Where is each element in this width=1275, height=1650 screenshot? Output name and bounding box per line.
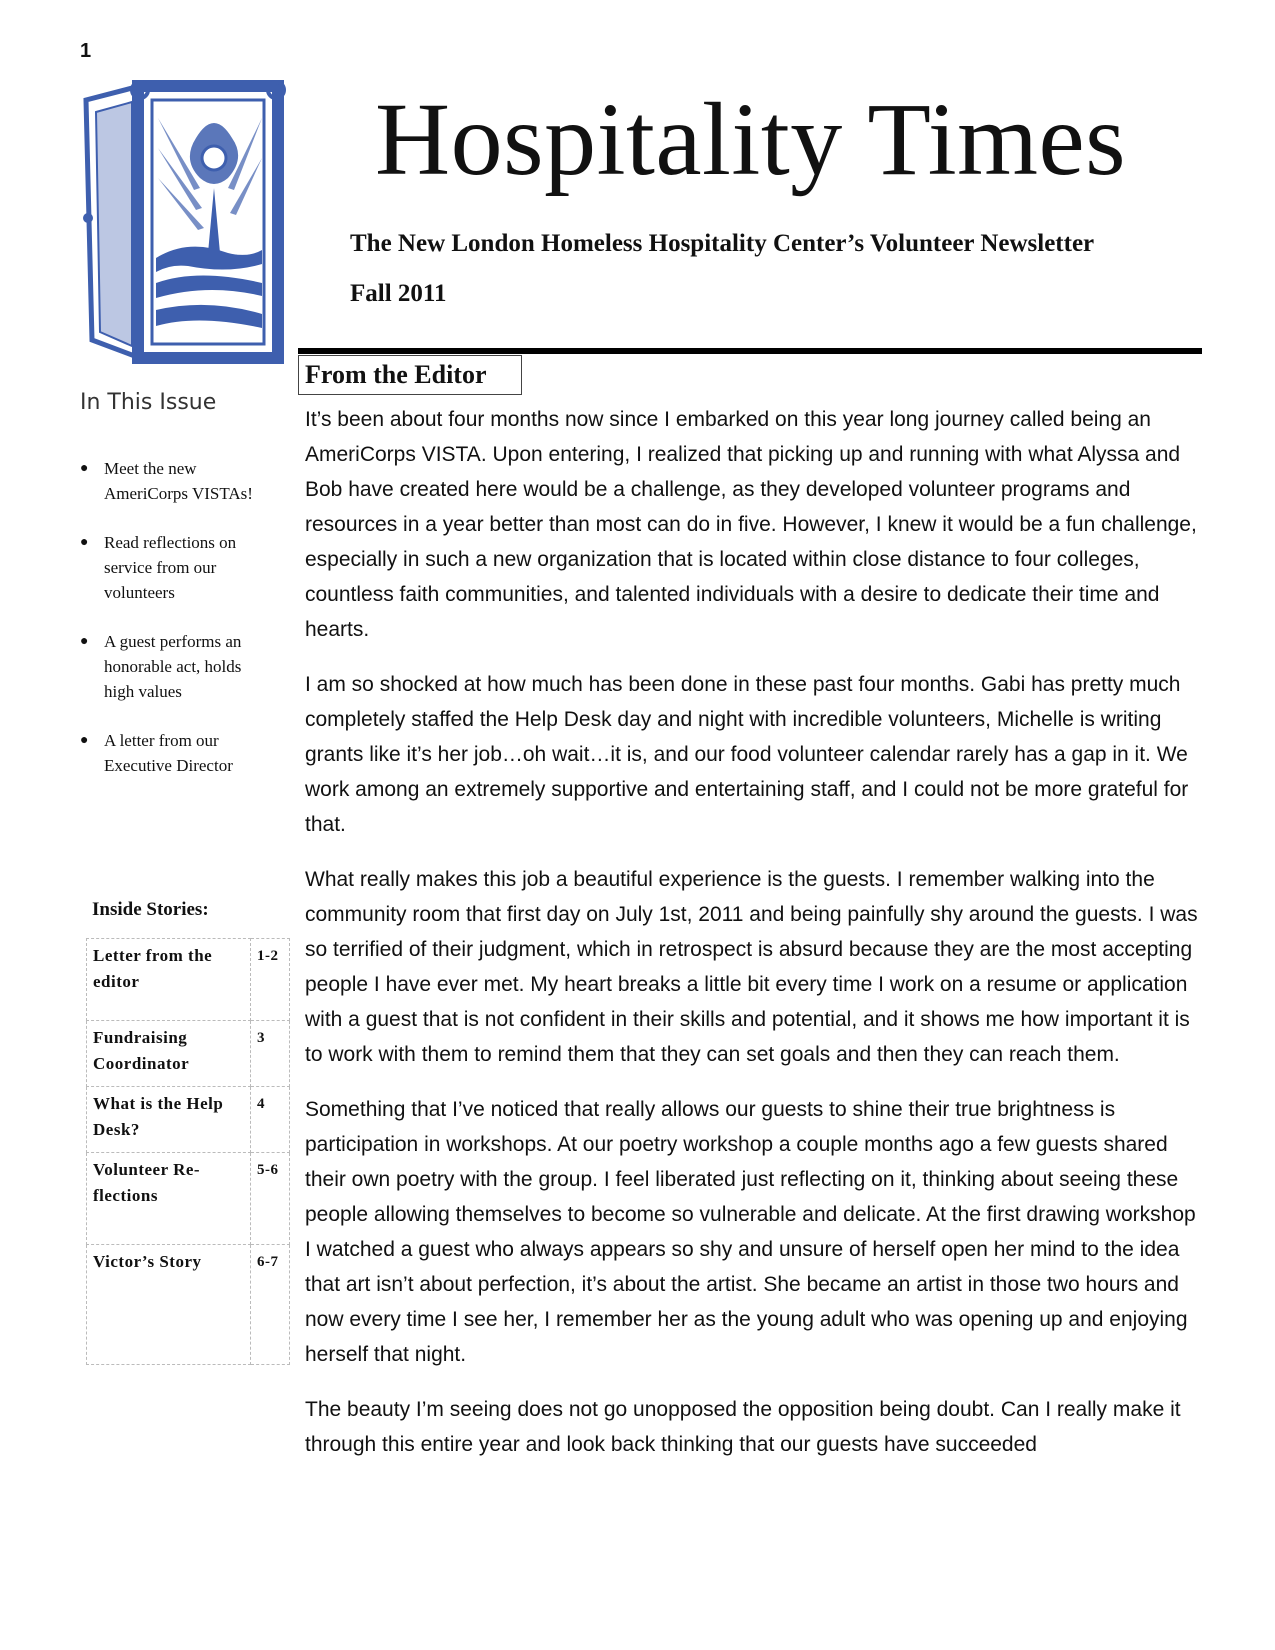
header-divider [298,348,1202,354]
story-pages: 5-6 [251,1153,290,1245]
article-heading: From the Editor [298,355,522,395]
list-item [80,629,270,704]
list-item-text: Read reflections on service from our volunteers [104,533,237,602]
bullet-icon: ● [80,461,89,476]
bullet-icon: ● [80,634,89,649]
story-title: Victor’s Story [87,1245,251,1365]
story-title: Fundraising Coordinator [87,1021,251,1087]
bullet-icon: ● [80,733,89,748]
editor-article [305,402,1205,1482]
list-item-text: Meet the new AmeriCorps VISTAs! [104,459,253,503]
bullet-icon: ● [80,535,89,550]
story-pages: 4 [251,1087,290,1153]
story-pages: 3 [251,1021,290,1087]
list-item-text: A guest performs an honorable act, holds high values [104,632,242,701]
story-title: What is the Help Desk? [87,1087,251,1153]
story-pages: 6-7 [251,1245,290,1365]
inside-stories-table [86,938,290,1365]
story-title: Volunteer Re-flections [87,1153,251,1245]
story-title: Letter from the editor [87,939,251,1021]
in-this-issue-list [80,456,270,802]
list-item [80,728,270,778]
article-paragraph: I am so shocked at how much has been done in these past four months. Gabi has pretty much completely staffed the Help Desk day and night with incredible volunteers, Michelle is writing grants like it’s her job…oh wait…it is, and our food volunteer calendar rarely has a gap in it. We work among an extremely supportive and entertaining staff, and I could not be more grateful for that. [305,673,1189,836]
page-number: 1 [80,40,92,62]
article-paragraph: What really makes this job a beautiful experience is the guests. I remember walking into the community room that first day on July 1st, 2011 and being painfully shy around the guests. I was so terrified of their judgment, which in retrospect is absurd because they are the most accepting people I have ever met. My heart breaks a little bit every time I work on a resume or application with a guest that is not confident in their skills and potential, and it shows me how important it is to work with them to remind them that they can set goals and then they can reach them. [305,868,1198,1066]
newsletter-subtitle: The New London Homeless Hospitality Center’s Volunteer Newsletter [350,230,1095,257]
list-item [80,530,270,605]
in-this-issue-heading: In This Issue [80,390,217,415]
issue-date: Fall 2011 [350,280,447,307]
article-paragraph: Something that I’ve noticed that really allows our guests to shine their true brightness is participation in workshops. At our poetry workshop a couple months ago a few guests shared their own poetry with the group. I feel liberated just reflecting on it, thinking about seeing these people allowing themselves to become so vulnerable and delicate. At the first drawing workshop I watched a guest who always appears so shy and unsure of herself open her mind to the idea that art isn’t about perfection, it’s about the artist. She became an artist in those two hours and now every time I see her, I remember her as the young adult who was opening up and enjoying herself that night. [305,1098,1196,1366]
table-row [87,1153,290,1245]
article-paragraph: The beauty I’m seeing does not go unopposed the opposition being doubt. Can I really make it through this entire year and look back thinking that our guests have succeeded [305,1398,1181,1456]
table-row [87,939,290,1021]
table-row [87,1087,290,1153]
open-door-logo-icon [78,78,293,370]
article-paragraph: It’s been about four months now since I embarked on this year long journey called being an AmeriCorps VISTA. Upon entering, I realized that picking up and running with what Alyssa and Bob have created here would be a challenge, as they developed volunteer programs and resources in a year better than most can do in five. However, I knew it would be a fun challenge, especially in such a new organization that is located within close distance to four colleges, countless faith communities, and talented individuals with a desire to dedicate their time and hearts. [305,408,1197,641]
newsletter-title: Hospitality Times [375,82,1127,197]
table-row [87,1245,290,1365]
list-item-text: A letter from our Executive Director [104,731,233,775]
list-item [80,456,270,506]
inside-stories-heading: Inside Stories: [92,899,209,920]
story-pages: 1-2 [251,939,290,1021]
table-row [87,1021,290,1087]
